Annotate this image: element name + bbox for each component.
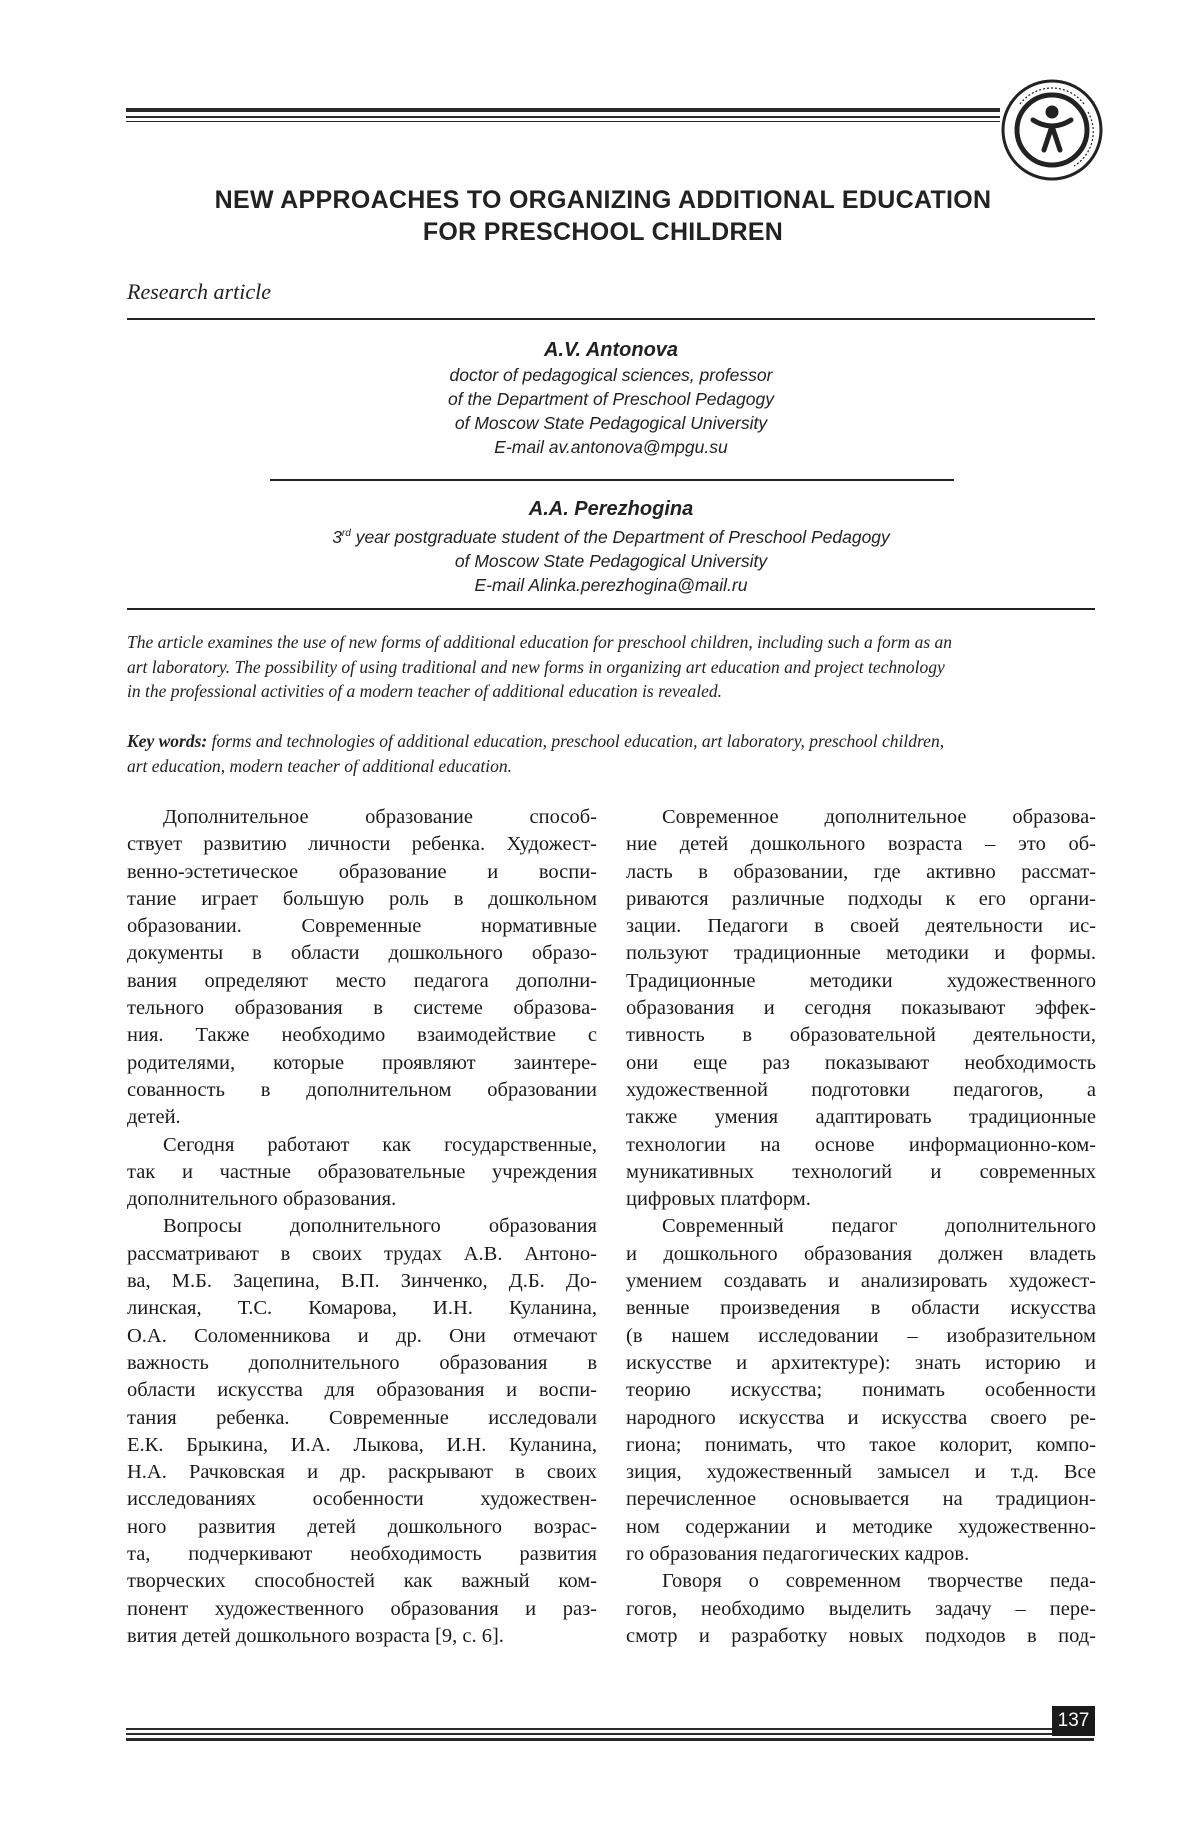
body-text-line: ва, М.Б. Зацепина, В.П. Зинченко, Д.Б. До- — [127, 1270, 597, 1293]
keywords-label: Key words: — [127, 731, 208, 751]
author-year-ordinal-suffix: rd — [341, 528, 351, 539]
footer-rule — [126, 1728, 1094, 1742]
author-name: A.A. Perezhogina — [528, 498, 694, 520]
body-column-right — [626, 804, 1096, 1650]
body-text-line: дополнительного образования. — [127, 1188, 397, 1211]
body-text-line: цифровых платформ. — [626, 1188, 811, 1211]
abstract-line: The article examines the use of new forms of additional education for preschool children, including such a form as an — [127, 632, 953, 652]
body-text-line: тания ребенка. Современные исследовали — [127, 1406, 597, 1429]
body-text-line: теорию искусства; понимать особенности — [626, 1379, 1096, 1402]
body-text-line: риваются различные подходы к его органи- — [626, 887, 1096, 910]
body-text-line: венно-эстетическое образование и воспи- — [127, 860, 597, 883]
body-text-line: муникативных технологий и современных — [626, 1160, 1096, 1183]
author-affiliation-line — [127, 522, 1095, 549]
body-text-line: О.А. Соломенникова и др. Они отмечают — [127, 1324, 597, 1347]
body-text-line: образовании. Современные нормативные — [127, 915, 597, 938]
article-title — [126, 184, 1080, 248]
body-text-line: так и частные образовательные учреждения — [127, 1160, 597, 1183]
body-text-line: вития детей дошкольного возраста [9, с. 6]. — [127, 1624, 504, 1647]
author-email: E-mail av.antonova@mpgu.su — [494, 437, 728, 457]
body-text-line: зации. Педагоги в своей деятельности ис- — [626, 915, 1096, 938]
body-text-line: Говоря о современном творчестве педа- — [662, 1570, 1096, 1593]
body-text-line: Сегодня работают как государственные, — [163, 1133, 597, 1156]
body-text-line: умением создавать и анализировать художест- — [626, 1270, 1096, 1293]
body-text-line: сованность в дополнительном образовании — [127, 1078, 597, 1101]
body-text-line: технологии на основе информационно-ком- — [626, 1133, 1096, 1156]
body-text-line: ние детей дошкольного возраста – это об- — [626, 833, 1096, 856]
body-text-line: Современное дополнительное образова- — [662, 806, 1096, 828]
body-text-line: Вопросы дополнительного образования — [163, 1215, 597, 1238]
body-text-line: Н.А. Рачковская и др. раскрывают в своих — [127, 1461, 597, 1484]
author-affiliation-line: of Moscow State Pedagogical University — [454, 550, 768, 571]
body-text-line: Дополнительное образование способ- — [163, 806, 597, 828]
body-column-left — [127, 804, 597, 1650]
body-text-line: гиона; понимать, что такое колорит, компо- — [626, 1433, 1096, 1456]
article-type-label: Research article — [127, 279, 271, 304]
body-text-line: вания определяют место педагога дополни- — [127, 969, 597, 992]
body-text-line: ного развития детей дошкольного возрас- — [127, 1515, 597, 1538]
body-text-line: важность дополнительного образования в — [127, 1351, 597, 1374]
body-text-line: перечисленное основывается на традицион- — [626, 1488, 1096, 1511]
keywords — [127, 729, 1095, 778]
author-affiliation-text: year postgraduate student of the Department of Preschool Pedagogy — [350, 526, 890, 547]
journal-seal-icon — [1000, 78, 1104, 182]
author-affiliation-line: doctor of pedagogical sciences, professor — [449, 365, 773, 385]
author-affiliation-line: of Moscow State Pedagogical University — [454, 413, 768, 433]
author-name: A.V. Antonova — [543, 339, 679, 361]
body-text-line: они еще раз показывают необходимость — [626, 1051, 1096, 1074]
body-text-line: ствует развитию личности ребенка. Художест- — [127, 833, 597, 856]
body-text-line: исследованиях особенности художествен- — [127, 1488, 597, 1511]
body-text-line: Современный педагог дополнительного — [662, 1215, 1096, 1238]
body-text-line: народного искусства и искусства своего ре- — [626, 1406, 1096, 1429]
abstract-line: art laboratory. The possibility of using traditional and new forms in organizing art education and project technology — [127, 656, 945, 677]
author-block-antonova — [127, 337, 1095, 459]
body-text-line: искусстве и архитектуре): знать историю и — [626, 1351, 1096, 1374]
body-text-line: (в нашем исследовании – изобразительном — [626, 1324, 1096, 1347]
body-text-line: Традиционные методики художественного — [626, 969, 1096, 992]
body-text-line: тельного образования в системе образова- — [127, 997, 597, 1020]
body-text-line: образования и сегодня показывают эффек- — [626, 997, 1096, 1020]
body-text-line: го образования педагогических кадров. — [626, 1543, 970, 1566]
body-text-line: линская, Т.С. Комарова, И.Н. Куланина, — [127, 1297, 597, 1320]
body-text-line: родителями, которые проявляют заинтере- — [127, 1051, 597, 1074]
header-rule — [126, 108, 1000, 126]
body-text-line: детей. — [127, 1106, 181, 1129]
body-text-line: тание играет большую роль в дошкольном — [127, 887, 597, 910]
divider-authors — [270, 479, 954, 481]
title-line: NEW APPROACHES TO ORGANIZING ADDITIONAL EDUCATION — [214, 186, 992, 214]
divider-top — [127, 318, 1095, 320]
body-text-line: области искусства для образования и воспи- — [127, 1379, 597, 1402]
body-text-line: Е.К. Брыкина, И.А. Лыкова, И.Н. Куланина, — [127, 1433, 597, 1456]
divider-bottom — [127, 608, 1095, 610]
body-text-line: пользуют традиционные методики и формы. — [626, 942, 1096, 965]
body-text-line: рассматривают в своих трудах А.В. Антоно- — [127, 1242, 597, 1265]
page-number: 137 — [1052, 1706, 1095, 1736]
body-text-line: художественной подготовки педагогов, а — [626, 1078, 1096, 1101]
keywords-text: art education, modern teacher of additional education. — [127, 755, 512, 776]
title-line: FOR PRESCHOOL CHILDREN — [422, 218, 784, 246]
body-text-line: ласть в образовании, где активно рассмат- — [626, 860, 1096, 883]
body-text-line: ном содержании и методике художественно- — [626, 1515, 1096, 1538]
body-text-line: ния. Также необходимо взаимодействие с — [127, 1024, 597, 1047]
keywords-text: forms and technologies of additional education, preschool education, art laboratory, preschool children, — [207, 731, 945, 751]
body-text-line: тивность в образовательной деятельности, — [626, 1024, 1096, 1047]
body-text-line: и дошкольного образования должен владеть — [626, 1242, 1096, 1265]
abstract — [127, 630, 1095, 704]
abstract-line: in the professional activities of a modern teacher of additional education is revealed. — [127, 681, 723, 701]
body-text-line: та, подчеркивают необходимость развития — [127, 1543, 597, 1566]
body-text-line: зиция, художественный замысел и т.д. Все — [626, 1461, 1096, 1484]
body-text-line: документы в области дошкольного образо- — [127, 942, 597, 965]
body-text-line: понент художественного образования и раз- — [127, 1597, 597, 1620]
author-year-ordinal: 3 — [332, 526, 342, 547]
body-text-line: гогов, необходимо выделить задачу – пере- — [626, 1597, 1096, 1620]
author-affiliation-line: of the Department of Preschool Pedagogy — [448, 389, 774, 409]
body-text-line: венные произведения в области искусства — [626, 1297, 1096, 1320]
author-block-perezhogina — [127, 496, 1095, 597]
author-email: E-mail Alinka.perezhogina@mail.ru — [474, 574, 748, 595]
body-text-line: творческих способностей как важный ком- — [127, 1570, 597, 1593]
body-text-line: смотр и разработку новых подходов в под- — [626, 1624, 1096, 1647]
body-text-line: также умения адаптировать традиционные — [626, 1106, 1096, 1129]
